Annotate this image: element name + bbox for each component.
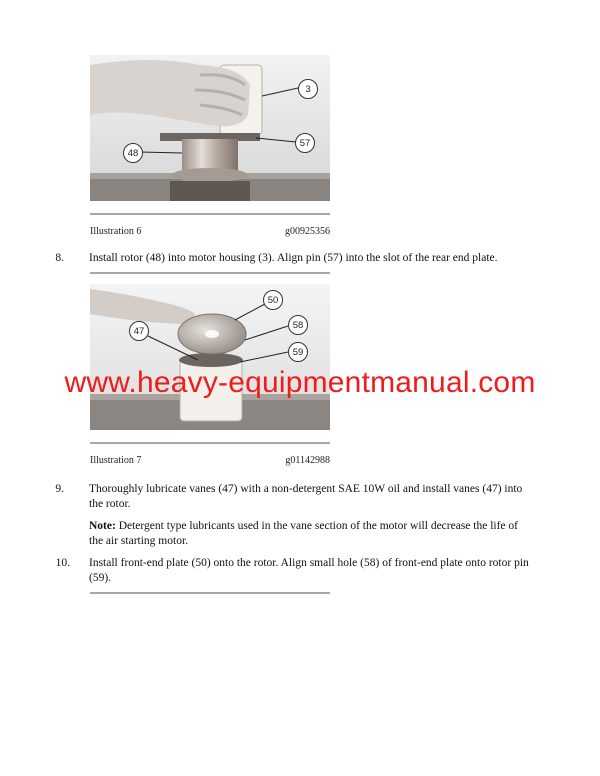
step-9-number: 9. bbox=[55, 483, 64, 495]
step-10-number: 10. bbox=[55, 557, 70, 569]
callout-48: 48 bbox=[123, 143, 143, 163]
illustration-7-label: Illustration 7 bbox=[90, 455, 142, 466]
illustration-7-divider bbox=[90, 442, 330, 444]
illustration-6-photo bbox=[90, 55, 330, 201]
note-line-2: the air starting motor. bbox=[89, 535, 189, 547]
illustration-6-label: Illustration 6 bbox=[90, 226, 142, 237]
callout-50: 50 bbox=[263, 290, 283, 310]
note-line-1 bbox=[89, 519, 589, 534]
note-text-1: Detergent type lubricants used in the vane section of the motor will decrease the life of bbox=[115, 520, 518, 532]
step-8-text: Install rotor (48) into motor housing (3). Align pin (57) into the slot of the rear end plate. bbox=[89, 252, 498, 264]
callout-57: 57 bbox=[295, 133, 315, 153]
step-8-number: 8. bbox=[55, 252, 64, 264]
callout-47: 47 bbox=[129, 321, 149, 341]
illustration-6-id: g00925356 bbox=[285, 226, 330, 237]
callout-59: 59 bbox=[288, 342, 308, 362]
step-10-line-1: Install front-end plate (50) onto the rotor. Align small hole (58) of front-end plate onto rotor pin bbox=[89, 557, 529, 569]
step-8-divider bbox=[90, 272, 330, 274]
illustration-7-id: g01142988 bbox=[285, 455, 330, 466]
callout-58: 58 bbox=[288, 315, 308, 335]
note bbox=[89, 519, 589, 549]
note-label: Note: bbox=[89, 520, 116, 532]
illustration-7-photo bbox=[90, 284, 330, 430]
step-10-divider bbox=[90, 592, 330, 594]
watermark-url: www.heavy-equipmentmanual.com bbox=[64, 366, 536, 399]
step-9-line-2: the rotor. bbox=[89, 498, 131, 510]
illustration-6-divider bbox=[90, 213, 330, 215]
rotor-housing-photo-graphic bbox=[90, 55, 330, 201]
step-9-line-1: Thoroughly lubricate vanes (47) with a non-detergent SAE 10W oil and install vanes (47) into bbox=[89, 483, 523, 495]
step-10-line-2: (59). bbox=[89, 572, 112, 584]
callout-3: 3 bbox=[298, 79, 318, 99]
